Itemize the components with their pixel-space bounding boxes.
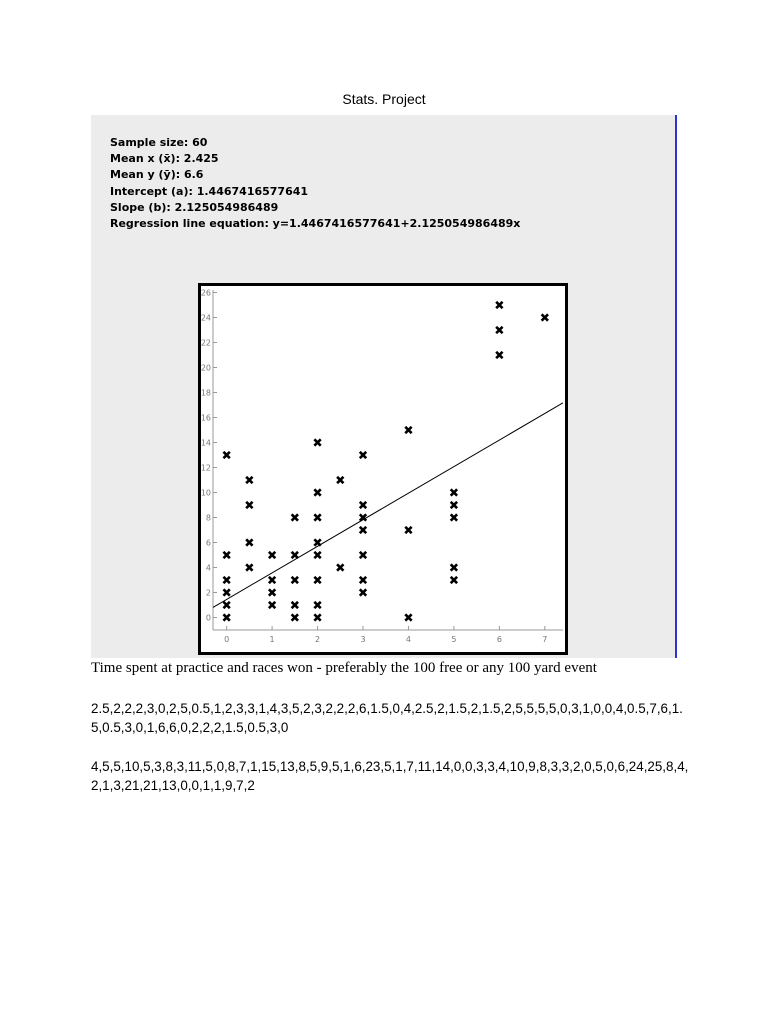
x-values-list: 2.5,2,2,2,3,0,2,5,0.5,1,2,3,3,1,4,3,5,2,3,2,2,2,6,1.5,0,4,2.5,2,1.5,2,1.5,2,5,5,5,5,0,3,1,0,0,4,0.5,7,6,1.5,0.5,3,0,1,6,6,0,2,2,2,1.5,0.5,3,0 <box>91 701 683 735</box>
y-tick-label: 6 <box>205 538 211 548</box>
regression-line <box>213 403 563 608</box>
mean-x-line: Mean x (x̄): 2.425 <box>110 152 219 166</box>
data-point <box>223 577 229 583</box>
data-point <box>292 514 298 520</box>
x-tick-label: 7 <box>542 635 548 644</box>
x-tick-label: 0 <box>224 635 230 644</box>
data-point <box>496 302 502 308</box>
data-point <box>292 614 298 620</box>
data-point <box>360 452 366 458</box>
data-point <box>451 564 457 570</box>
data-point <box>269 552 275 558</box>
y-tick-label: 8 <box>205 513 211 523</box>
data-point <box>360 502 366 508</box>
x-tick-label: 3 <box>360 635 366 644</box>
data-point <box>405 614 411 620</box>
slope-line: Slope (b): 2.125054986489 <box>110 200 279 214</box>
stats-summary <box>110 135 520 232</box>
mean-y-line: Mean y (ȳ): 6.6 <box>110 168 204 182</box>
regression-equation-line: Regression line equation: y=1.4467416577641+2.125054986489x <box>110 217 521 231</box>
data-point <box>269 589 275 595</box>
data-point <box>314 614 320 620</box>
data-point <box>451 489 457 495</box>
data-point <box>246 477 252 483</box>
data-point <box>337 477 343 483</box>
data-point <box>269 577 275 583</box>
y-tick-label: 26 <box>201 288 211 298</box>
y-tick-label: 24 <box>201 313 211 323</box>
data-point <box>314 577 320 583</box>
data-point <box>223 552 229 558</box>
data-point <box>314 552 320 558</box>
data-point <box>246 564 252 570</box>
stats-panel <box>91 115 677 658</box>
data-point <box>314 514 320 520</box>
data-point <box>292 577 298 583</box>
y-tick-label: 22 <box>201 338 211 348</box>
x-tick-label: 6 <box>496 635 502 644</box>
scatter-plot-frame <box>198 283 568 655</box>
scatter-plot <box>201 286 565 652</box>
data-point <box>360 577 366 583</box>
data-point <box>360 527 366 533</box>
data-point <box>451 502 457 508</box>
regression-line-path <box>213 403 563 608</box>
data-point <box>314 539 320 545</box>
data-point <box>496 352 502 358</box>
x-tick-label: 4 <box>405 635 412 644</box>
y-values-list: 4,5,5,10,5,3,8,3,11,5,0,8,7,1,15,13,8,5,9,5,1,6,23,5,1,7,11,14,0,0,3,3,4,10,9,8,3,3,2,0,5,0,6,24,25,8,4,2,1,3,21,21,13,0,0,1,1,9,7,2 <box>91 759 689 793</box>
y-tick-label: 2 <box>205 588 211 598</box>
sample-size-line: Sample size: 60 <box>110 136 208 149</box>
data-point <box>314 439 320 445</box>
y-tick-label: 18 <box>201 388 211 398</box>
data-point <box>314 489 320 495</box>
data-point <box>451 577 457 583</box>
y-tick-label: 10 <box>201 488 211 498</box>
data-point <box>223 452 229 458</box>
y-tick-label: 12 <box>201 463 211 473</box>
x-tick-label: 1 <box>269 635 275 644</box>
data-point <box>246 539 252 545</box>
plot-axes <box>201 289 563 645</box>
data-point <box>223 614 229 620</box>
y-tick-label: 0 <box>205 613 211 623</box>
data-point <box>223 602 229 608</box>
data-point <box>451 514 457 520</box>
data-point <box>360 552 366 558</box>
caption: Time spent at practice and races won - preferably the 100 free or any 100 yard event <box>91 660 597 676</box>
document-title: Stats. Project <box>342 91 426 107</box>
data-point <box>292 552 298 558</box>
data-point <box>246 502 252 508</box>
data-point <box>360 589 366 595</box>
data-point <box>314 602 320 608</box>
data-point <box>337 564 343 570</box>
data-point <box>405 527 411 533</box>
y-tick-label: 4 <box>205 563 211 573</box>
x-tick-label: 2 <box>314 635 321 644</box>
y-tick-label: 20 <box>201 363 211 373</box>
x-tick-label: 5 <box>451 635 457 644</box>
data-point <box>405 427 411 433</box>
y-tick-label: 14 <box>201 438 211 448</box>
data-point <box>269 602 275 608</box>
y-tick-label: 16 <box>201 413 211 423</box>
data-point <box>292 602 298 608</box>
data-point <box>542 314 548 320</box>
intercept-line: Intercept (a): 1.4467416577641 <box>110 184 309 198</box>
data-point <box>496 327 502 333</box>
data-point <box>223 589 229 595</box>
